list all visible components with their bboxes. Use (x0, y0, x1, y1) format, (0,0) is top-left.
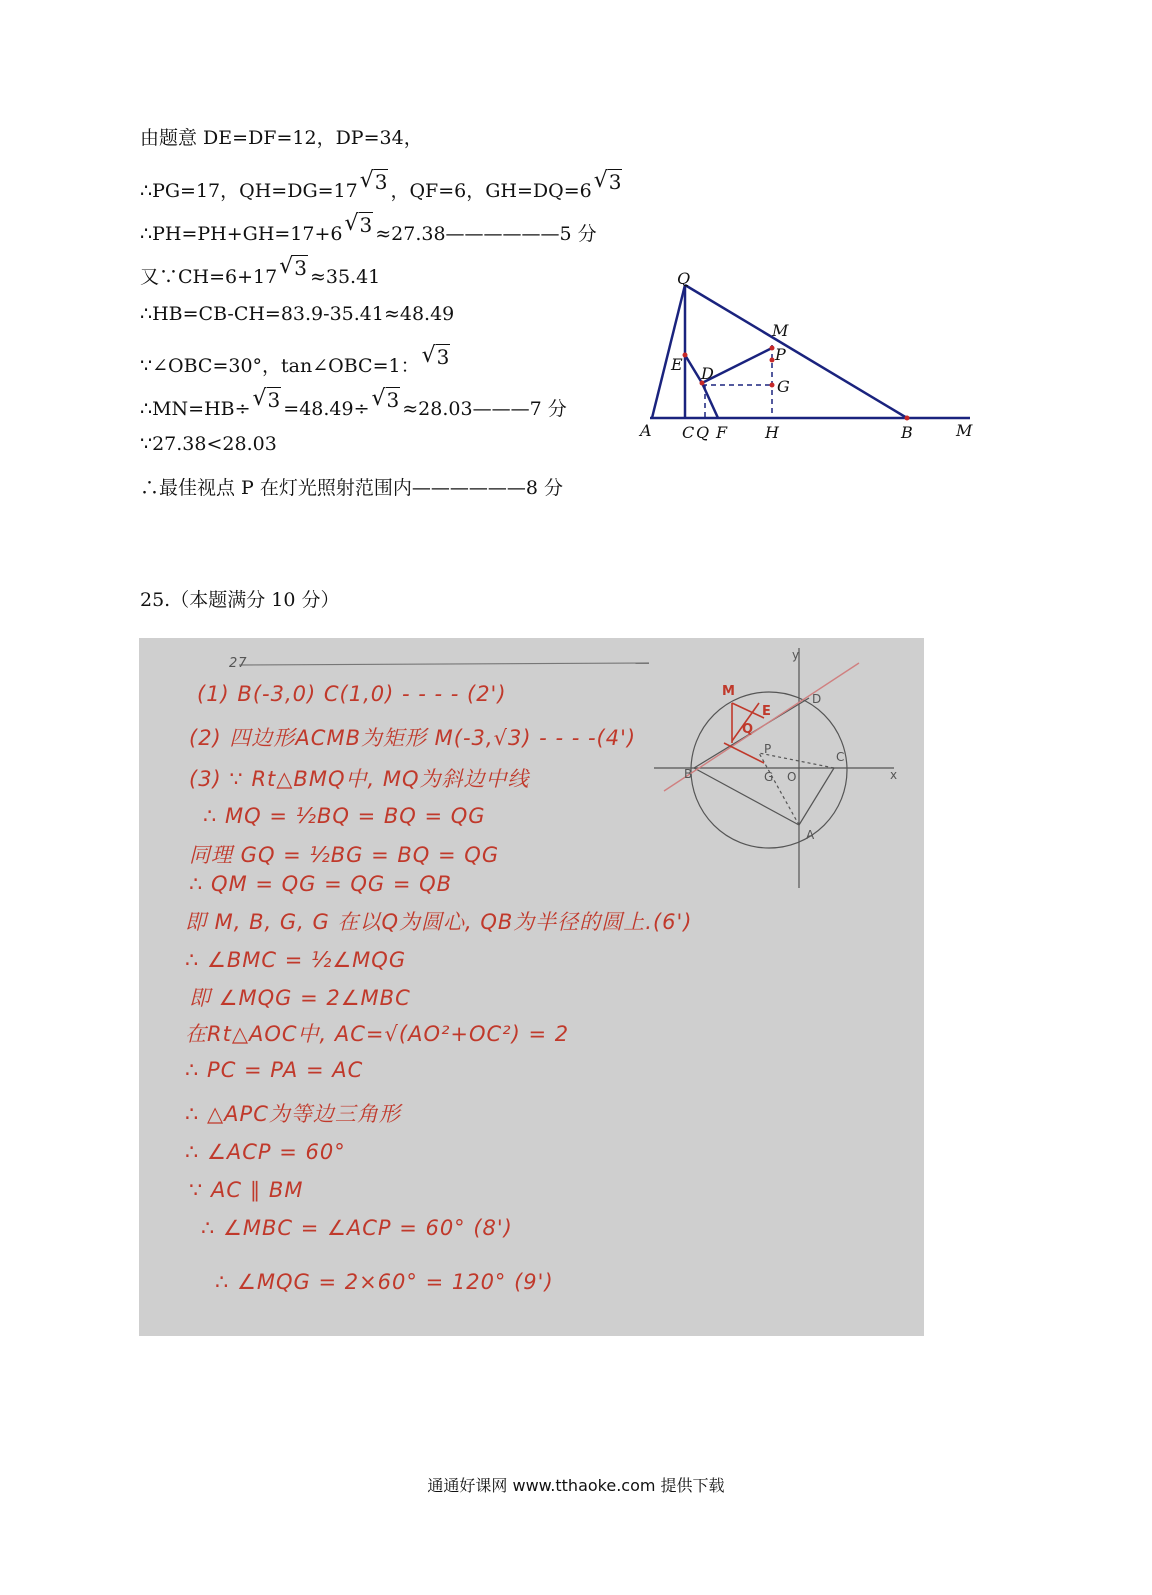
segment-ED (685, 355, 702, 383)
handwritten-solution-photo (139, 638, 924, 1336)
solution-line-2 (140, 170, 624, 203)
line-text: ，QF=6，GH=DQ=6 (390, 180, 592, 202)
hw-line-1: (1) B(-3,0) C(1,0) - - - - (2') (197, 682, 507, 706)
solution-line-7 (140, 388, 567, 421)
point-G (770, 383, 775, 388)
label-A: A (640, 421, 652, 440)
label-Q2: Q (696, 423, 710, 442)
line-text: ≈27.38——————5 分 (375, 223, 597, 245)
sqrt-symbol: √ 3 (360, 178, 389, 203)
hw-line-5: 同理 GQ = ½BG = BQ = QG (189, 843, 500, 867)
geometry-figure (630, 270, 990, 450)
label-D: D (812, 692, 822, 706)
hw-line-7: 即 M, B, G, G 在以Q为圆心, QB为半径的圆上.(6') (185, 910, 693, 934)
label-y: y (792, 648, 800, 662)
hw-line-2: (2) 四边形ACMB为矩形 M(-3,√3) - - - -(4') (189, 726, 637, 750)
solution-line-3 (140, 213, 597, 246)
question-title: 25.（本题满分 10 分） (140, 589, 340, 611)
segment-AC (799, 768, 834, 825)
sqrt-symbol: √ 3 (279, 264, 308, 289)
handwritten-circle-diagram (644, 643, 914, 893)
label-E: E (762, 704, 771, 719)
solution-line-1 (140, 126, 423, 150)
line-text: ≈28.03———7 分 (402, 398, 567, 420)
hw-line-13: ∴ ∠ACP = 60° (185, 1140, 346, 1164)
solution-line-9 (140, 476, 563, 500)
hw-line-12: ∴ △APC为等边三角形 (185, 1102, 401, 1126)
point-P (770, 358, 775, 363)
red-line (664, 663, 859, 791)
hw-line-9: 即 ∠MQG = 2∠MBC (189, 986, 411, 1010)
line-text: ∴PG=17，QH=DG=17 (140, 180, 358, 202)
line-text: 由题意 DE=DF=12，DP=34， (140, 127, 423, 149)
sqrt-symbol: √ 3 (345, 221, 374, 246)
line-text: ∵27.38<28.03 (140, 433, 277, 455)
line-text: ∴最佳视点 P 在灯光照射范围内——————8 分 (140, 477, 563, 499)
label-E: E (671, 355, 683, 374)
label-B: B (901, 423, 913, 442)
label-D: D (701, 364, 714, 383)
sqrt-symbol: √ 3 (422, 353, 451, 378)
solution-line-6 (140, 345, 452, 378)
label-M: M (722, 684, 735, 699)
line-text: =48.49÷ (283, 398, 370, 420)
red-segment (724, 743, 764, 763)
point-E (683, 353, 688, 358)
red-segment (732, 703, 764, 718)
label-C: C (682, 423, 695, 442)
label-P: P (775, 345, 786, 364)
solution-line-5 (140, 302, 454, 326)
label-G: G (764, 770, 774, 784)
label-M-top: M (772, 321, 789, 340)
line-text: ∴HB=CB-CH=83.9-35.41≈48.49 (140, 303, 455, 325)
point-B (905, 416, 910, 421)
segment-QB (685, 285, 907, 418)
hw-line-10: 在Rt△AOC中, AC=√(AO²+OC²) = 2 (185, 1022, 570, 1046)
label-Q: Q (742, 722, 754, 737)
sqrt-symbol: √ 3 (372, 396, 401, 421)
label-Q: Q (677, 270, 691, 288)
sqrt-symbol: √ 3 (253, 396, 282, 421)
label-G: G (777, 377, 790, 396)
solution-line-8 (140, 432, 277, 456)
label-O: O (787, 770, 797, 784)
sqrt-symbol: √ 3 (594, 178, 623, 203)
label-C: C (836, 750, 845, 764)
label-P: P (764, 742, 772, 756)
hw-line-16: ∴ ∠MQG = 2×60° = 120° (9') (215, 1270, 554, 1294)
photo-rule-line (239, 662, 659, 668)
label-x: x (890, 768, 898, 782)
footer-source: 通通好课网 www.tthaoke.com 提供下载 (427, 1476, 725, 1495)
hw-line-4: ∴ MQ = ½BQ = BQ = QG (203, 804, 486, 828)
hw-line-6: ∴ QM = QG = QG = QB (189, 872, 453, 896)
line-text: 又∵CH=6+17 (140, 266, 278, 288)
line-text: ≈35.41 (309, 266, 381, 288)
point-M (770, 346, 775, 351)
label-B: B (684, 767, 693, 781)
label-H: H (765, 423, 779, 442)
label-F: F (716, 423, 728, 442)
line-text: ∵∠OBC=30°，tan∠OBC=1： (140, 355, 420, 377)
line-text: ∴PH=PH+GH=17+6 (140, 223, 343, 245)
hw-line-11: ∴ PC = PA = AC (185, 1058, 364, 1082)
segment-AQ (652, 285, 685, 418)
line-text: ∴MN=HB÷ (140, 398, 251, 420)
hw-line-0: 27 (229, 656, 248, 671)
hw-line-8: ∴ ∠BMC = ½∠MQG (185, 948, 407, 972)
label-A: A (806, 828, 815, 842)
hw-line-14: ∵ AC ∥ BM (189, 1178, 304, 1202)
solution-line-4 (140, 256, 381, 289)
hw-line-3: (3) ∵ Rt△BMQ中, MQ为斜边中线 (189, 767, 530, 791)
hw-line-15: ∴ ∠MBC = ∠ACP = 60° (8') (201, 1216, 513, 1240)
label-M: M (956, 421, 973, 440)
